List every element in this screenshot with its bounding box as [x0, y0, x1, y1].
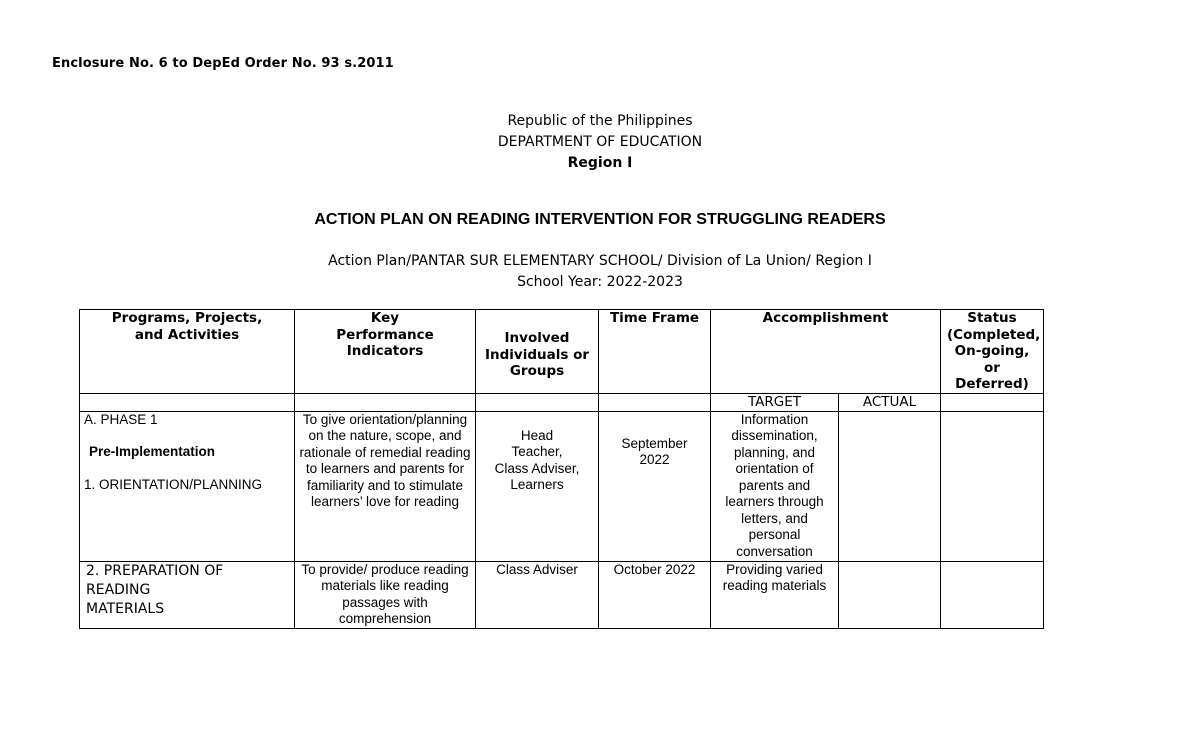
- row2-target: Providing varied reading materials: [711, 561, 839, 628]
- table-row: [80, 561, 1044, 628]
- row2-status: [941, 561, 1044, 628]
- document-title: ACTION PLAN ON READING INTERVENTION FOR STRUGGLING READERS: [314, 211, 886, 228]
- stage-label: Pre-Implementation: [89, 444, 216, 459]
- header-programs: Programs, Projects, and Activities: [80, 310, 295, 394]
- row2-timeframe: October 2022: [599, 561, 711, 628]
- header-involved: Involved Individuals or Groups: [476, 310, 599, 394]
- enclosure-note: Enclosure No. 6 to DepEd Order No. 93 s.2011: [52, 56, 394, 71]
- subheader-empty: [599, 394, 711, 412]
- activity-label: 1. ORIENTATION/PLANNING: [84, 476, 263, 492]
- subheader-empty: [295, 394, 476, 412]
- phase-label: A. PHASE 1: [84, 411, 158, 427]
- table-subheader-row: [80, 394, 1044, 412]
- row2-actual: [839, 561, 941, 628]
- row2-involved: Class Adviser: [476, 561, 599, 628]
- header-kpi: Key Performance Indicators: [295, 310, 476, 394]
- row1-activity-cell: [80, 411, 295, 561]
- header-accomplishment: Accomplishment: [711, 310, 941, 394]
- row1-target: Information dissemination, planning, and orientation of parents and learners through letters, and personal conversation: [711, 411, 839, 561]
- row1-actual: [839, 411, 941, 561]
- region-line: Region I: [567, 155, 633, 171]
- document-subtitle: [0, 251, 1200, 293]
- subheader-target: TARGET: [711, 394, 839, 412]
- row1-involved: Head Teacher, Class Adviser, Learners: [476, 411, 599, 561]
- subheader-actual: ACTUAL: [839, 394, 941, 412]
- table-header-row: [80, 310, 1044, 394]
- row2-activity: 2. PREPARATION OF READING MATERIALS: [80, 561, 295, 628]
- school-year-line: School Year: 2022-2023: [517, 274, 683, 290]
- department-line: DEPARTMENT OF EDUCATION: [497, 134, 703, 150]
- action-plan-table: [79, 309, 1044, 629]
- school-line: Action Plan/PANTAR SUR ELEMENTARY SCHOOL/ Division of La Union/ Region I: [328, 253, 872, 269]
- row2-kpi: To provide/ produce reading materials like reading passages with comprehension: [295, 561, 476, 628]
- subheader-empty: [476, 394, 599, 412]
- header-timeframe: Time Frame: [599, 310, 711, 394]
- subheader-empty: [941, 394, 1044, 412]
- row1-timeframe: September 2022: [599, 411, 711, 561]
- document-header: [0, 111, 1200, 174]
- subheader-empty: [80, 394, 295, 412]
- row1-status: [941, 411, 1044, 561]
- row1-kpi: To give orientation/planning on the nature, scope, and rationale of remedial reading to learners and parents for familiarity and to stimulate learners’ love for reading: [295, 411, 476, 561]
- table-row: [80, 411, 1044, 561]
- header-status: Status (Completed, On-going, or Deferred): [941, 310, 1044, 394]
- republic-line: Republic of the Philippines: [507, 113, 693, 129]
